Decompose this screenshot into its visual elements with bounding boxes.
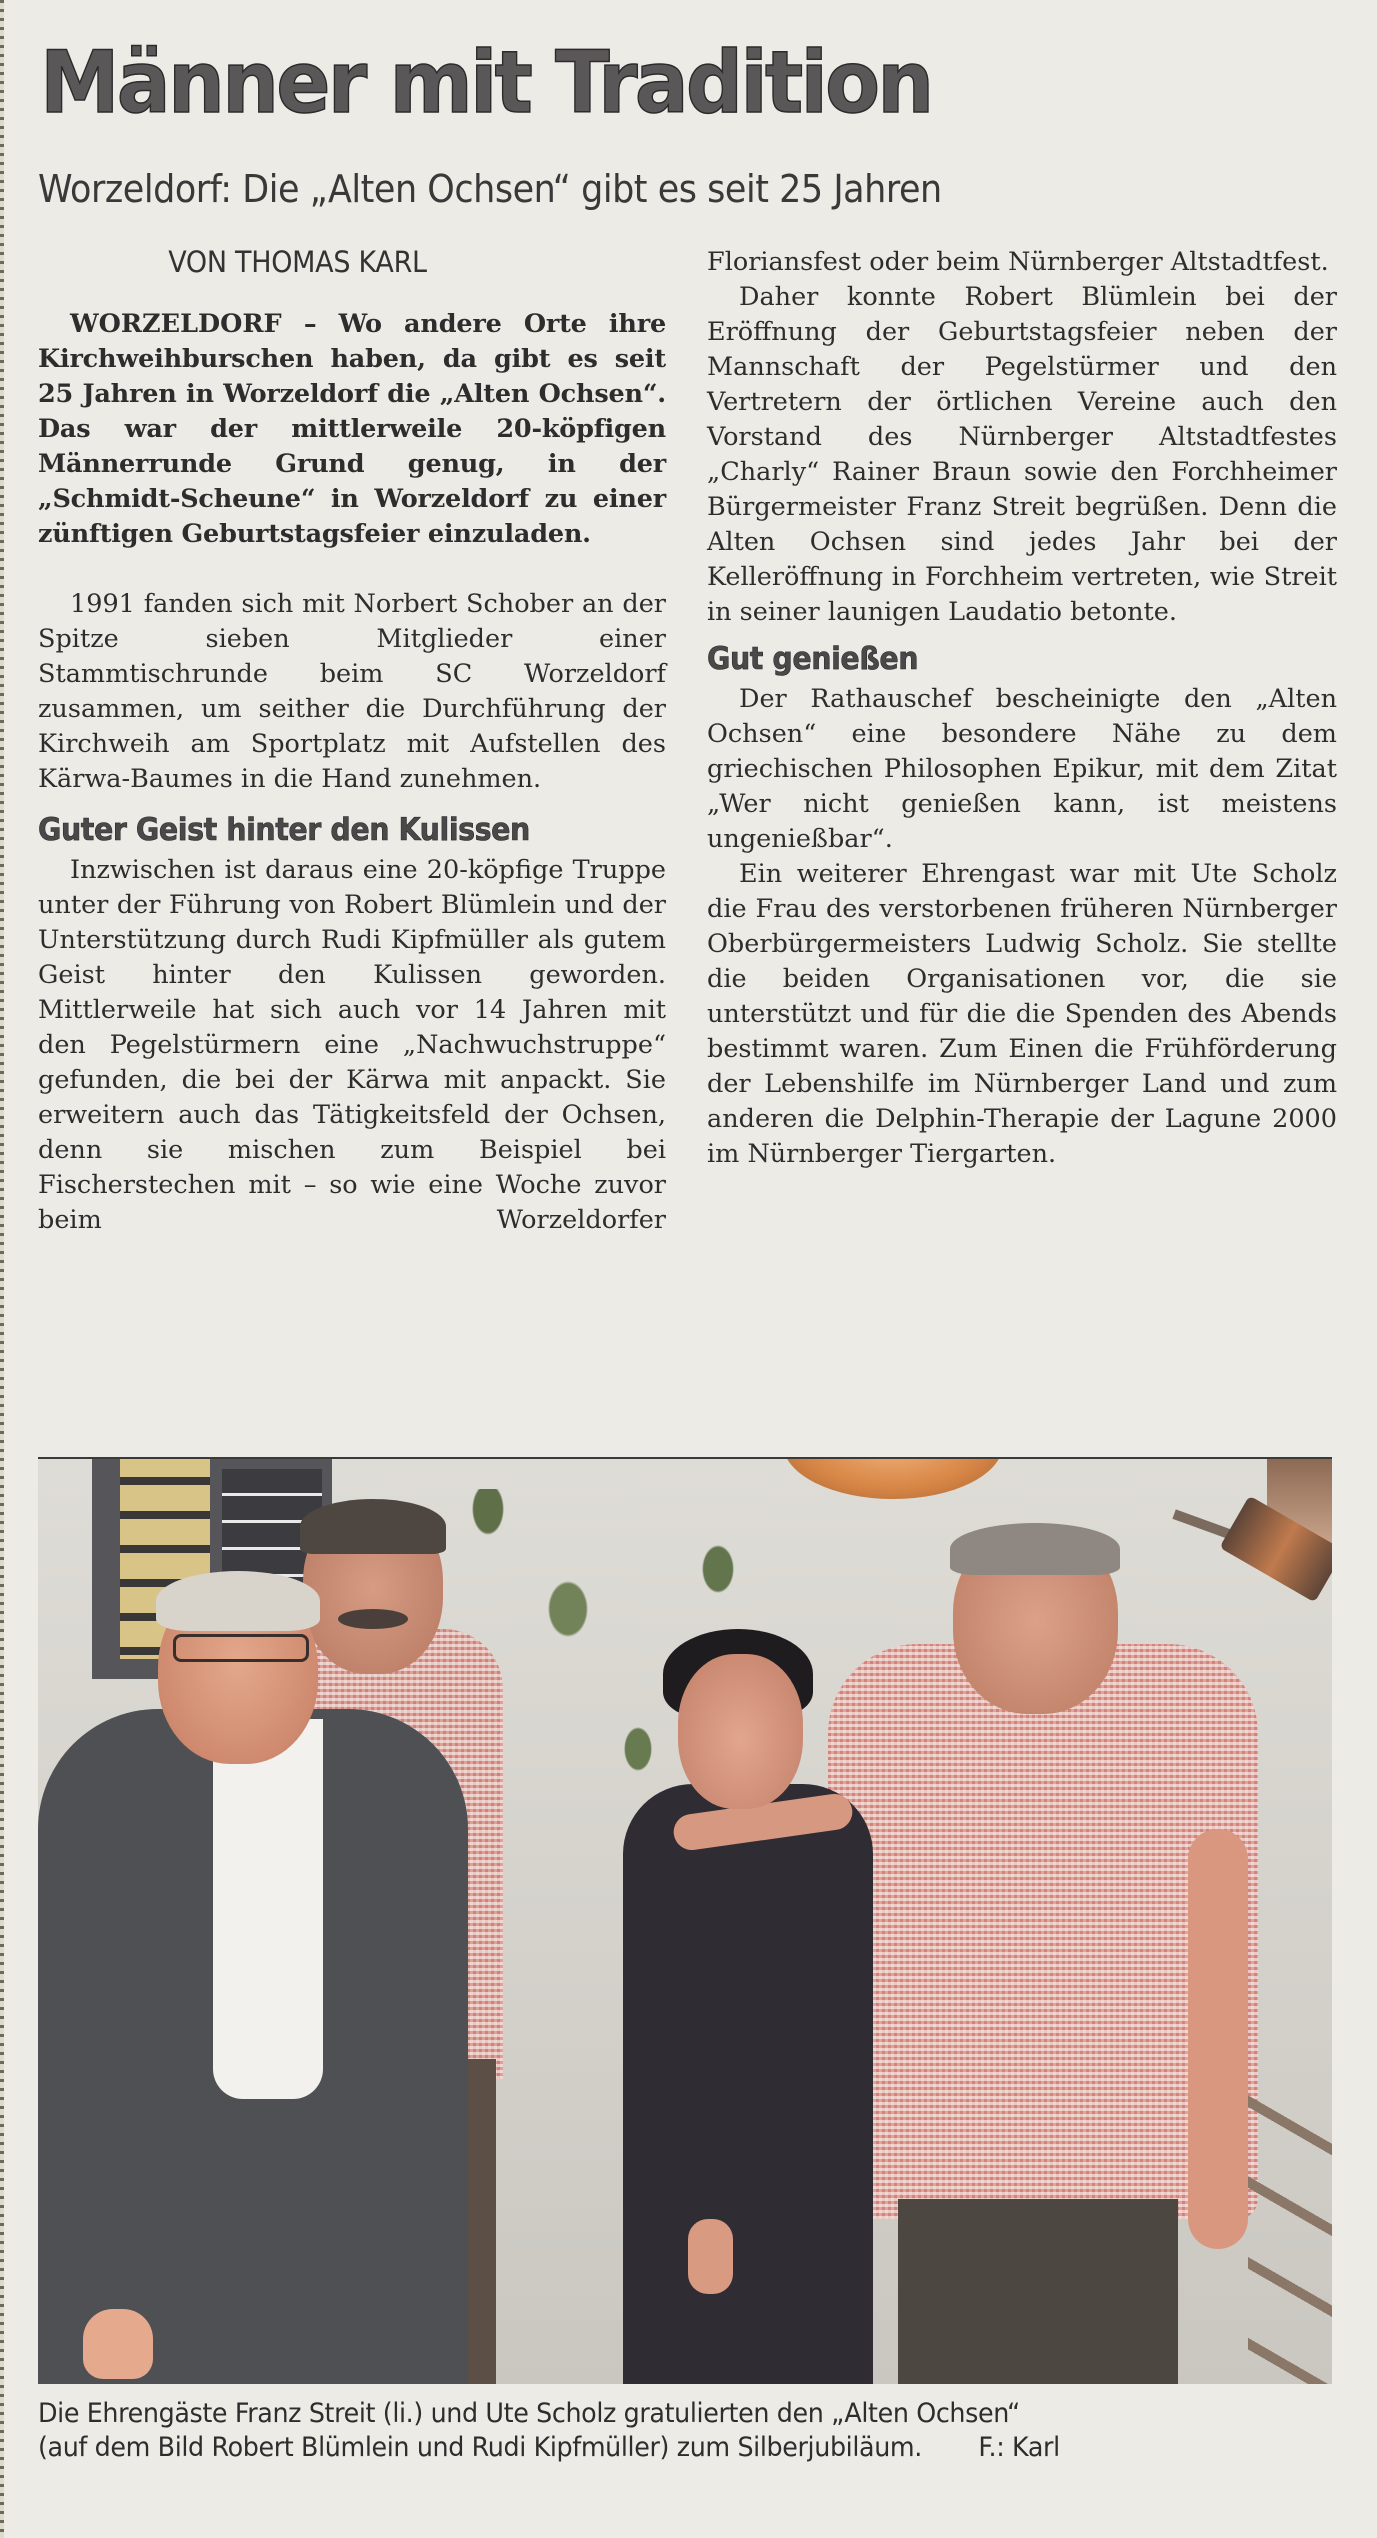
person-1-hand <box>83 2309 153 2379</box>
body-paragraph-continued: Floriansfest oder beim Nürnberger Altstadtfest. <box>707 247 1329 277</box>
caption-line-2-text: (auf dem Bild Robert Blümlein und Rudi Kipfmüller) zum Silberjubiläum. <box>38 2432 922 2463</box>
body-paragraph: Daher konnte Robert Blümlein bei der Eröffnung der Geburtstagsfeier neben der Mannschaft der Pegelstürmer und den Vertretern der örtlichen Vereine auch den Vorstand des Nürnberger Altstadtfestes „Charly“ Rainer Braun sowie den Forchheimer Bürgermeister Franz Streit begrüßen. Denn die Alten Ochsen sind jedes Jahr bei der Kelleröffnung in Forchheim vertreten, wie Streit in seiner launigen Laudatio betonte. <box>707 282 1337 627</box>
body-paragraph: Inzwischen ist daraus eine 20-köpfige Truppe unter der Führung von Robert Blümlein und der Unterstützung durch Rudi Kipfmüller als gutem Geist hinter den Kulissen geworden. Mittlerweile hat sich auch vor 14 Jahren mit den Pegelstürmern eine „Nachwuchstruppe“ gefunden, die bei der Kärwa mit anpackt. Sie erweitern auch das Tätigkeitsfeld der Ochsen, denn sie mischen zum Beispiel bei Fischerstechen mit – so wie eine Woche zuvor beim Worzeldorfer <box>38 855 666 1235</box>
lead-paragraph <box>38 307 666 552</box>
byline: VON THOMAS KARL <box>168 245 427 279</box>
person-3-face <box>678 1654 803 1809</box>
person-2-hair <box>300 1499 446 1554</box>
person-4-hair <box>950 1523 1120 1575</box>
person-4-arm <box>1188 1829 1248 2249</box>
caption-line-1: Die Ehrengäste Franz Streit (li.) und Ute Scholz gratulierten den „Alten Ochsen“ <box>38 2398 1020 2429</box>
person-3-hand <box>688 2219 733 2294</box>
article-photo <box>38 1457 1332 2384</box>
article-column-right <box>707 245 1337 1172</box>
body-paragraph: Ein weiterer Ehrengast war mit Ute Scholz die Frau des verstorbenen früheren Nürnberger Oberbürgermeisters Ludwig Scholz. Sie stellte die beiden Organisationen vor, die sie unterstützt und für die die Spenden des Abends bestimmt waren. Zum Einen die Frühförderung der Lebenshilfe im Nürnberger Land und zum anderen die Delphin-Therapie der Lagune 2000 im Nürnberger Tiergarten. <box>707 859 1337 1169</box>
caption-line-2 <box>38 2431 1260 2465</box>
photo-credit: F.: Karl <box>978 2432 1060 2463</box>
dateline-dash: – <box>281 309 339 339</box>
person-1-hair <box>156 1571 320 1631</box>
person-2-mustache <box>338 1609 408 1629</box>
section-heading: Guter Geist hinter den Kulissen <box>38 812 530 848</box>
person-1-glasses <box>173 1634 309 1662</box>
person-4-trousers <box>898 2199 1178 2384</box>
lead-text: Wo andere Orte ihre Kirchweihburschen haben, da gibt es seit 25 Jahren in Worzeldorf die „Alten Ochsen“. Das war der mittlerweile 20-köpfigen Männerrunde Grund genug, in der „Schmidt-Scheune“ in Worzeldorf zu einer zünftigen Geburtstagsfeier einzuladen. <box>38 309 666 549</box>
paper-edge <box>0 0 4 2538</box>
body-paragraph: Der Rathauschef bescheinigte den „Alten Ochsen“ eine besondere Nähe zu dem griechischen Philosophen Epikur, mit dem Zitat „Wer nicht genießen kann, ist meistens ungenießbar“. <box>707 684 1337 854</box>
body-paragraph: 1991 fanden sich mit Norbert Schober an der Spitze sieben Mitglieder einer Stammtischrunde beim SC Worzeldorf zusammen, um seither die Durchführung der Kirchweih am Sportplatz mit Aufstellen des Kärwa-Baumes in die Hand zunehmen. <box>38 589 666 794</box>
article-column-left <box>38 245 666 1238</box>
person-3-dress <box>623 1784 873 2384</box>
photo-caption <box>38 2397 1260 2465</box>
subheadline: Worzeldorf: Die „Alten Ochsen“ gibt es seit 25 Jahren <box>38 167 942 211</box>
copper-pan-decoration <box>1172 1459 1332 1609</box>
headline: Männer mit Tradition <box>40 33 932 133</box>
person-1-shirt <box>213 1719 323 2099</box>
section-heading: Gut genießen <box>707 641 919 677</box>
wooden-ladder <box>1248 2079 1332 2384</box>
dateline: WORZELDORF <box>70 309 282 339</box>
